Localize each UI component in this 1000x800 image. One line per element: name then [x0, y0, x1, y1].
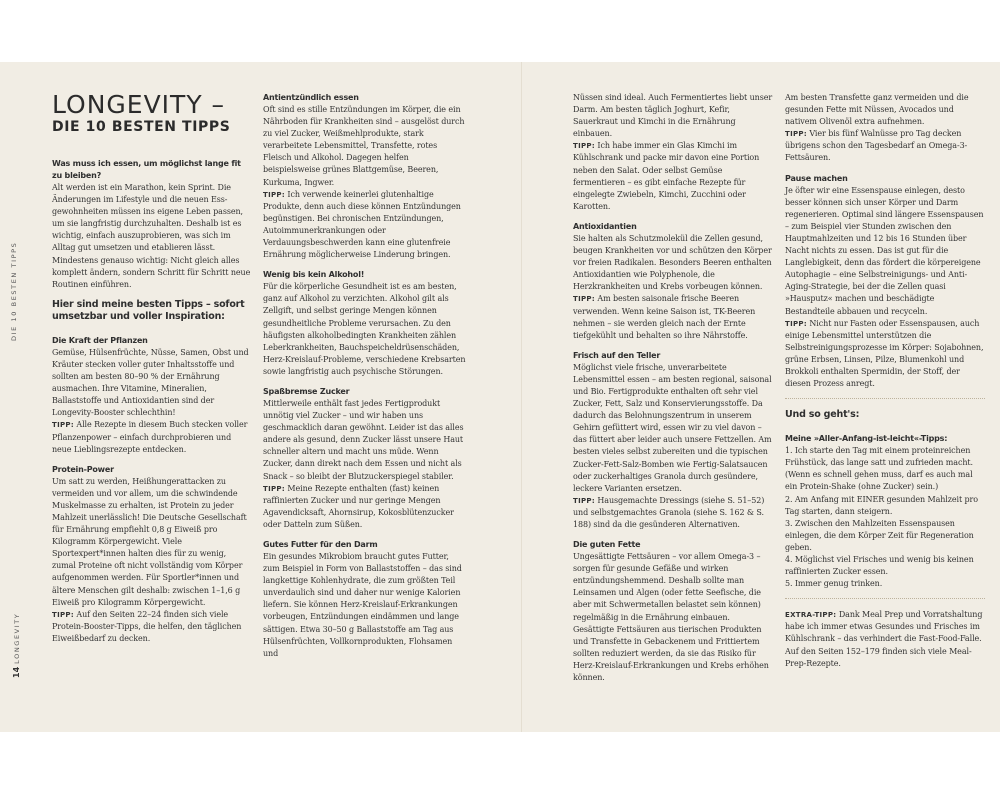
- tipp-text: Ich habe immer ein Glas Kimchi im Kühlschrank und packe mir davon eine Portion neben den Salat. Oder selbst Gemüse fermentieren – es gibt einfache Rezepte für eingelegte Zwiebeln, Kimchi, Zucchini oder Karotten.: [573, 141, 760, 211]
- column-3: [573, 92, 773, 692]
- tipp-label: TIPP:: [785, 130, 807, 139]
- tipp-text: Auf den Seiten 22–24 finden sich viele Protein-Booster-Tipps, die helfen, den täglichen Eiweißbedarf zu decken.: [52, 609, 242, 643]
- tips-heading: Hier sind meine besten Tipps – sofort umsetzbar und voller Inspiration:: [52, 298, 245, 322]
- list-item: 3. Zwischen den Mahlzeiten Essenspausen einlegen, die dem Körper Zeit für Regeneration geben.: [785, 518, 974, 552]
- section-fresh: [573, 350, 773, 531]
- section-heading: Die Kraft der Pflanzen: [52, 335, 148, 345]
- tipp-text: Alle Rezepte in diesem Buch stecken voller Pflanzenpower – einfach durchprobieren und neue Lieblingsrezepte entdecken.: [52, 420, 248, 454]
- tipp-label: TIPP:: [573, 295, 595, 304]
- tipp-label: TIPP:: [573, 142, 595, 151]
- section-protein: [52, 464, 252, 645]
- extra-tip: [785, 609, 985, 669]
- how-to-heading: Und so geht's:: [785, 409, 860, 421]
- tipp-text: Vier bis fünf Walnüsse pro Tag decken übrigens schon den Tagesbedarf an Omega-3-Fettsäuren.: [785, 129, 968, 163]
- tipp-text: Am besten saisonale frische Beeren verwenden. Wenn keine Saison ist, TK-Beeren nehmen – sie werden gleich nach der Ernte tiefgekühlt und behalten so ihre Nährstoffe.: [573, 294, 756, 340]
- tipp-text: Nicht nur Fasten oder Essenspausen, auch einige Lebensmittel unterstützen die Selbstreinigungsprozesse im Körper: Sojabohnen, grüne Erbsen, Linsen, Pilze, Blumenkohl und Brokkoli enthalten Spermidin, der Stoff, der diesen Prozess anregt.: [785, 318, 984, 389]
- tipp-text: Hausgemachte Dressings (siehe S. 51–52) und selbstgemachtes Granola (siehe S. 162 & S. 188) sind da die gesünderen Alternativen.: [573, 495, 765, 529]
- intro-section: [52, 158, 252, 291]
- tipp-label: TIPP:: [263, 190, 285, 199]
- section-plants: [52, 335, 252, 456]
- section-heading: Spaßbremse Zucker: [263, 386, 350, 396]
- list-item: 4. Möglichst viel Frisches und wenig bis keinen raffinierten Zucker essen.: [785, 555, 974, 577]
- tips-intro: [52, 299, 252, 323]
- section-heading: Antientzündlich essen: [263, 93, 359, 102]
- section-gut: [263, 539, 466, 660]
- column-1: [52, 92, 252, 653]
- page-title: LONGEVITY –: [52, 90, 226, 119]
- section-text: Möglichst viele frische, unverarbeitete Lebensmittel essen – am besten regional, saisonal und Bio. Fertigprodukte enthalten oft sehr viel Zucker, Fett, Salz und Konservierungsstoffe. Da dadurch das Belohnungszentrum in unserem Gehirn gefüttert wird, essen wir zu viel davon – das füttert aber leider auch unsere Fettzellen. Am besten vieles selbst zubereiten und die typischen Zucker-Fett-Salz-Bomben wie Fertig-Salatsaucen oder zuckerhaltiges Granola durch gesündere, leckere Varianten ersetzen.: [573, 362, 772, 493]
- book-spread: [0, 62, 1000, 732]
- section-text: Um satt zu werden, Heißhungerattacken zu vermeiden und vor allem, um die schwindende Muskelmasse zu erhalten, ist Protein zu jeder Mahlzeit unerlässlich! Die Deutsche Gesellschaft für Ernährung empfiehlt 0,8 g Eiweiß pro Kilogramm Körpergewicht. Viele Sportexpert*innen halten dies für zu wenig, zumal Proteine oft nicht vollständig vom Körper aufgenommen werden. Für Sportler*innen und ältere Menschen gilt deshalb: zwischen 1–1,6 g Eiweiß pro Kilogramm Körpergewicht.: [52, 476, 247, 607]
- page-subtitle: DIE 10 BESTEN TIPPS: [52, 119, 231, 135]
- section-fats: [573, 539, 773, 684]
- section-pause: [785, 173, 985, 391]
- tipp-paragraph: [573, 293, 773, 341]
- section-heading: Protein-Power: [52, 464, 114, 474]
- tipp-paragraph: [785, 609, 985, 669]
- tipp-label: TIPP:: [52, 610, 74, 619]
- section-text: Gemüse, Hülsenfrüchte, Nüsse, Samen, Obst und Kräuter stecken voller guter Inhaltsstoffe und sollten am besten 80–90 % der Ernährung ausmachen. Ihre Vitamine, Mineralien, Ballaststoffe und Antioxidantien sind der Longevity-Booster schlechthin!: [52, 347, 249, 418]
- section-sugar: [263, 386, 466, 531]
- tipp-paragraph: [785, 128, 985, 164]
- divider: [785, 598, 985, 599]
- section-antioxidants: [573, 221, 773, 342]
- intro-heading: Was muss ich essen, um möglichst lange fit zu bleiben?: [52, 159, 241, 180]
- intro-text: Alt werden ist ein Marathon, kein Sprint. Die Änderungen im Lifestyle und die neuen Ess-gewohnheiten müssen ins eigene Leben passen, um sie langfristig durchzuhalten. Deshalb ist es wichtig, einfach auszuprobieren, was sich im Alltag gut umsetzen und etablieren lässt. Mindestens genauso wichtig: Nicht gleich alles komplett ändern, sondern Schritt für Schritt neue Routinen einführen.: [52, 183, 251, 289]
- section-text: Mittlerweile enthält fast jedes Fertigprodukt unnötig viel Zucker – und wir haben uns geschmacklich daran gewöhnt. Leider ist das alles andere als gesund, denn Zucker lässt unsere Haut schneller altern und macht uns müde. Wenn Zucker, dann direkt nach dem Essen und nicht als Snack – so bleibt der Blutzuckerspiegel stabiler.: [263, 398, 464, 481]
- section-text: Ungesättigte Fettsäuren – vor allem Omega-3 – sorgen für gesunde Gefäße und wirken entzündungshemmend. Deshalb sollte man Leinsamen und Algen (oder fette Seefische, die aber mit Schwermetallen belastet sein können) regelmäßig in die Ernährung einbauen. Gesättigte Fettsäuren aus tierischen Produkten und Transfette in Gebackenem und Frittiertem sollten reduziert werden, da sie das Risiko für Herz-Kreislauf-Erkrankungen und Krebs erhöhen können.: [573, 552, 769, 683]
- section-text: Oft sind es stille Entzündungen im Körper, die ein Nährboden für Krankheiten sind – ausgelöst durch zu viel Zucker, Weißmehlprodukte, stark verarbeitete Lebensmittel, Transfette, rotes Fleisch und Alkohol. Dagegen helfen beispielsweise grünes Blattgemüse, Beeren, Kurkuma, Ingwer.: [263, 105, 465, 187]
- section-text: Am besten Transfette ganz vermeiden und die gesunden Fette mit Nüssen, Avocados und nativem Olivenöl extra aufnehmen.: [785, 93, 969, 127]
- tipp-label: TIPP:: [52, 421, 74, 430]
- section-alcohol: [263, 269, 466, 378]
- list-heading: Meine »Aller-Anfang-ist-leicht«-Tipps:: [785, 434, 948, 444]
- section-heading: Pause machen: [785, 173, 848, 183]
- section-heading: Gutes Futter für den Darm: [263, 540, 378, 549]
- tipp-label: TIPP:: [785, 319, 807, 328]
- list-item: 2. Am Anfang mit EINER gesunden Mahlzeit pro Tag starten, dann steigern.: [785, 494, 978, 516]
- section-heading: Wenig bis kein Alkohol!: [263, 270, 365, 280]
- extra-tipp-text: Dank Meal Prep und Vorratshaltung habe ich immer etwas Gesundes und Frisches im Kühlschrank – das verhindert die Fast-Food-Falle. Auf den Seiten 152–179 finden sich viele Meal-Prep-Rezepte.: [785, 610, 983, 668]
- column-2: [263, 92, 466, 668]
- list-item: 5. Immer genug trinken.: [785, 579, 883, 589]
- tipp-text: Ich verwende keinerlei glutenhaltige Produkte, denn auch diese können Entzündungen begünstigen. Bei chronischen Entzündungen, Autoimmunerkrankungen oder Verdauungsbeschwerden kann eine glutenfreie Ernährung möglicherweise Linderung bringen.: [263, 189, 461, 260]
- tipp-text: Meine Rezepte enthalten (fast) keinen raffinierten Zucker und nur geringe Mengen Agavendicksaft, Ahornsirup, Kokosblütenzucker oder Datteln zum Süßen.: [263, 483, 454, 529]
- section-text: Sie halten als Schutzmolekül die Zellen gesund, beugen Krankheiten vor und schützen den Körper vor freien Radikalen. Besonders Beeren enthalten Antioxidantien wie Polyphenole, die Herzkrankheiten und Krebs vorbeugen können.: [573, 233, 772, 292]
- tipp-paragraph: [573, 140, 773, 213]
- tipp-paragraph: [52, 609, 252, 645]
- column-4: [785, 92, 985, 678]
- section-text: Für die körperliche Gesundheit ist es am besten, ganz auf Alkohol zu verzichten. Alkohol gilt als Zellgift, und selbst geringe Mengen können gesundheitliche Probleme verursachen. Zu den häufigsten alkoholbedingten Krankheiten zählen Leberkrankheiten, Bauchspeicheldrüsenschäden, Herz-Kreislauf-Probleme, verschiedene Krebsarten sowie langfristig auch psychische Störungen.: [263, 282, 466, 376]
- tipp-paragraph: [785, 318, 985, 391]
- extra-tipp-label: EXTRA-TIPP:: [785, 611, 837, 620]
- section-gut-continued: [573, 92, 773, 213]
- divider: [785, 398, 985, 399]
- section-heading: Frisch auf den Teller: [573, 350, 661, 360]
- folio-label: LONGEVITY: [13, 612, 21, 664]
- tipp-paragraph: [263, 483, 466, 531]
- tipp-paragraph: [52, 419, 252, 455]
- section-heading: Die guten Fette: [573, 540, 641, 550]
- running-head: DIE 10 BESTEN TIPPS: [10, 241, 18, 341]
- section-heading: Antioxidantien: [573, 221, 637, 231]
- section-text: Je öfter wir eine Essenspause einlegen, desto besser können sich unser Körper und Darm regenerieren. Optimal sind längere Essenspausen – zum Beispiel vier Stunden zwischen den Hauptmahlzeiten und 12 bis 16 Stunden über Nacht nichts zu essen. Das ist gut für die Langlebigkeit, denn das fördert die körpereigene Autophagie – eine Selbstreinigungs- und Anti-Aging-Strategie, bei der die Zellen quasi »Hausputz« machen und beschädigte Bestandteile abbauen und recyceln.: [785, 185, 984, 316]
- section-anti-inflammatory: [263, 92, 466, 261]
- list-item: 1. Ich starte den Tag mit einem proteinreichen Frühstück, das lange satt und zufrieden macht. (Wenn es schnell gehen muss, darf es auch mal ein Protein-Shake (ohne Zucker) sein.): [785, 446, 973, 492]
- section-text: Ein gesundes Mikrobiom braucht gutes Futter, zum Beispiel in Form von Ballaststoffen – das sind langkettige Kohlenhydrate, die zum größten Teil unverdaulich sind und daher nur wenige Kalorien liefern. Sie können Herz-Kreislauf-Erkrankungen vorbeugen, Entzündungen eindämmen und lange sättigen. Etwa 30–50 g Ballaststoffe am Tag aus Hülsenfrüchten, Vollkornprodukten, Flohsamen und: [263, 552, 462, 658]
- tipp-label: TIPP:: [263, 484, 285, 493]
- book-gutter: [521, 62, 522, 732]
- tipp-paragraph: [573, 495, 773, 531]
- section-fats-continued: [785, 92, 985, 165]
- tipp-paragraph: [263, 189, 466, 262]
- section-text: Nüssen sind ideal. Auch Fermentiertes liebt unser Darm. Am besten täglich Joghurt, Kefir, Sauerkraut und Kimchi in die Ernährung einbauen.: [573, 93, 773, 139]
- tipp-label: TIPP:: [573, 496, 595, 505]
- page-folio: [12, 613, 21, 678]
- page-number: 14: [12, 666, 21, 678]
- how-to-section: [785, 409, 985, 590]
